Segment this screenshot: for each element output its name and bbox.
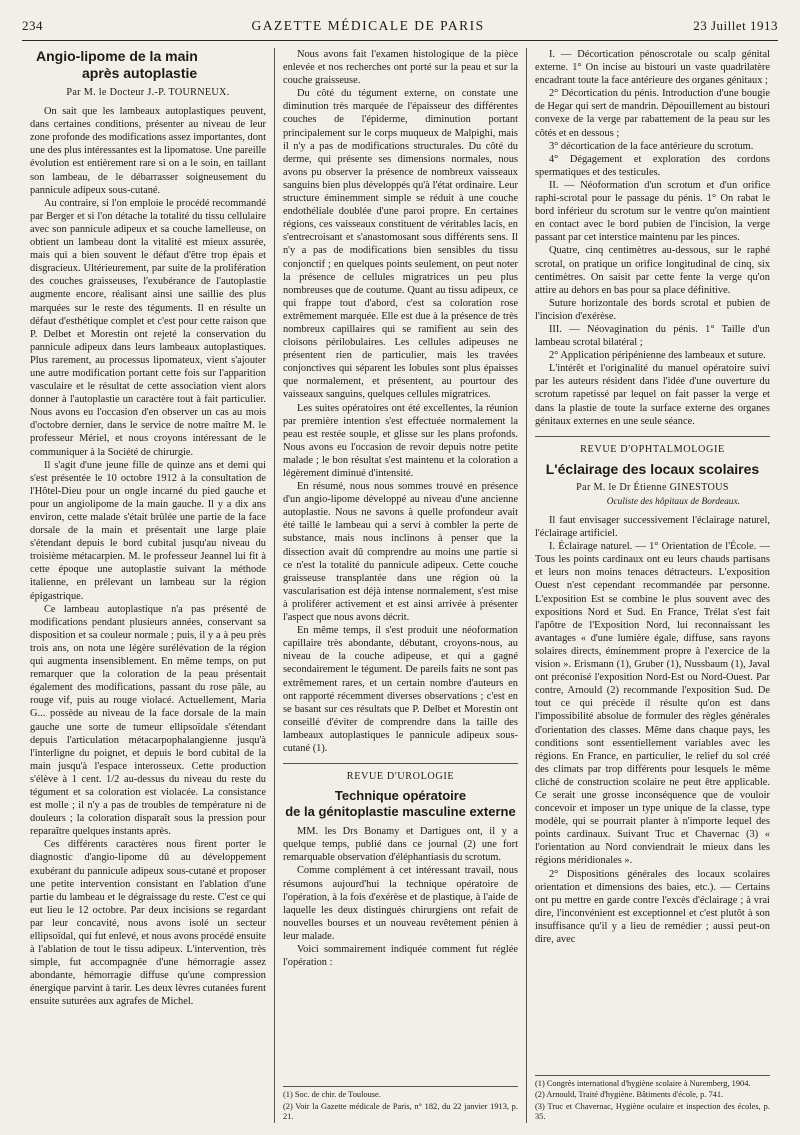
paragraph: 2° Décortication du pénis. Introduction d'une bougie de Hegar qui sert de mandrin. Dépouillement au bistouri convexe de la verge par rabattement de la peau sur les côtés et en dessous ;: [534, 88, 770, 139]
article-author: Par M. le Dr Étienne GINESTOUS: [576, 481, 729, 493]
paragraph: Il s'agit d'une jeune fille de quinze ans et demi qui s'est présentée le 10 octobre 1912 à la consultation de l'Hôtel-Dieu pour un ongle incarné du pied gauche et pour un angiolipome de la main gauche. Il y a dix ans environ, cette malade s'était brûlée une partie de la face dorsale de la main et présentait une large plaie s'étendant depuis le bord cubital jusqu'au niveau du troisième métacarpien. M. le professeur Jeannel lui fit à cette époque une autoplastie suivant la méthode italienne, en prélevant un lambeau sur la région épigastrique.: [30, 459, 266, 602]
paragraph: Les suites opératoires ont été excellentes, la réunion par première intention s'est effectuée normalement la peau est restée souple, et glisse sur les plans profonds. Nous avons eu l'occasion de revoir depuis notre petite malade ; le bon résultat s'est maintenu et la coloration a légèrement diminué d'intensité.: [282, 402, 518, 479]
article-title: L'éclairage des locaux scolaires: [545, 460, 760, 477]
paragraph: Il faut envisager successivement l'éclairage naturel, l'éclairage artificiel.: [534, 515, 770, 540]
paragraph: Suture horizontale des bords scrotal et pubien de l'incision d'exérèse.: [534, 297, 770, 322]
paragraph: MM. les Drs Bonamy et Dartigues ont, il y a quelque temps, publié dans ce journal (2) une fort remarquable observation d'éléphantiasis du scrotum.: [282, 826, 518, 864]
paragraph: I. — Décortication pénoscrotale ou scalp génital externe. 1° On incise au bistouri un vaste quadrilatère encadrant toute la face antérieure des organes génitaux ;: [534, 49, 770, 87]
footnotes: [283, 1086, 518, 1123]
columns: [22, 48, 778, 1123]
footnote: (2) Voir la Gazette médicale de Paris, n° 182, du 22 janvier 1913, p. 21.: [282, 1101, 518, 1121]
footnote: (3) Truc et Chavernac, Hygiène oculaire et inspection des écoles, p. 35.: [534, 1101, 770, 1121]
article-author: Par M. le Docteur J.-P. TOURNEUX.: [66, 87, 230, 98]
section-heading: REVUE D'OPHTALMOLOGIE: [535, 436, 770, 456]
column-3: [526, 48, 778, 1123]
column-2: [274, 48, 526, 1123]
paragraph: On sait que les lambeaux autoplastiques peuvent, dans certaines conditions, présenter au niveau de leur zone profonde des modifications assez importantes, dont une des plus intéressantes est la lipomatose. Une pareille évolution est entièrement rare si on a le soin, en taillant son lambeau, de le débarrasser soigneusement du pannicule adipeux sous-cutané.: [30, 106, 266, 196]
paragraph: Comme complément à cet intéressant travail, nous résumons aujourd'hui la technique opératoire de l'opération, à la fois d'exérèse et de plastique, à l'aide de laquelle les deux distingués chirurgiens ont refait de nouvelles bourses et un nouveau revêtement pénien à leur malade.: [282, 865, 518, 942]
paragraph: En résumé, nous nous sommes trouvé en présence d'un angio-lipome développé au niveau d'une ancienne autoplastie. Nous ne savons à quelle profondeur avait été taillé le lambeau qui a servi à combler la perte de substance, mais nous inclinons à penser que la dissection avait dû comprendre au moins une partie si ce n'est la totalité du pannicule adipeux. Cette couche graisseuse transplantée dans une région où la vascularisation est déjà intense normalement, s'est mise à proliférer activement et est ainsi arrivée à présenter l'aspect que nous avons décrit.: [282, 481, 518, 624]
paragraph: L'intérêt et l'originalité du manuel opératoire suivi par les auteurs résident dans l'idée d'une ouverture du scrotum rapetissé par lequel on fait passer la verge et dans la plastie de toute la surface externe des organes génitaux externes en une seule séance.: [534, 363, 770, 427]
paragraph: 3° décortication de la face antérieure du scrotum.: [548, 140, 754, 152]
section-heading: REVUE D'UROLOGIE: [283, 763, 518, 783]
page-number: 234: [22, 18, 43, 33]
article-title-line1: Technique opératoire: [334, 788, 467, 804]
journal-title: GAZETTE MÉDICALE DE PARIS: [251, 18, 485, 33]
article-title-line2: de la génitoplastie masculine externe: [285, 804, 516, 820]
paragraph: 4° Dégagement et exploration des cordons spermatiques et des testicules.: [534, 153, 770, 178]
paragraph: III. — Néovagination du pénis. 1° Taille d'un lambeau scrotal bilatéral ;: [534, 323, 770, 349]
footnote: (2) Arnould, Traité d'hygiène. Bâtiments d'école, p. 741.: [534, 1090, 724, 1100]
article-title-line1: Angio-lipome de la main: [36, 48, 198, 64]
author-title: Oculiste des hôpitaux de Bordeaux.: [606, 496, 740, 507]
article-title-line2: après autoplastie: [82, 65, 198, 81]
page-header: [22, 18, 778, 41]
paragraph: En même temps, il s'est produit une néoformation capillaire très abondante, débutant, croyons-nous, au niveau de la couche adipeuse, et qui a gagné secondairement le tégument. De pareils faits ne sont pas extrêmement rares, et un certain nombre d'auteurs en ont rapporté récemment diverses observations ; c'est en se basant sur ces résultats que P. Delbet et Morestin ont conseillé d'éviter de comprendre dans la taille des lambeaux autoplastiques le pannicule adipeux sous-cutané (1).: [282, 625, 518, 754]
issue-date: 23 Juillet 1913: [693, 18, 778, 33]
footnote: (1) Congrès international d'hygiène scolaire à Nuremberg, 1904.: [534, 1079, 751, 1089]
paragraph: 2° Dispositions générales des locaux scolaires orientation et dimensions des baies, etc.). — Certains ont pu mettre en garde contre l'excès d'éclairage ; à vrai dire, l'inconvénient est exceptionnel et c'est plutôt à son insuffisance qu'il y a lieu de remédier ; aussi peut-on dire, avec: [534, 868, 770, 945]
paragraph: Ce lambeau autoplastique n'a pas présenté de modifications pendant plusieurs années, conservant sa disposition et sa couleur normale ; puis, il y a à peu près trois ans, on nota une légère surélévation de la région qui augmenta insensiblement. En même temps, on put remarquer que la coloration de la peau présentait également des modifications, passant du rose pâle, au rouge vif, puis au rouge violacé. Actuellement, Maria G... possède au niveau de la face dorsale de la main gauche une sorte de tumeur ellipsoïdale s'étendant depuis l'articulation métacarpophalangienne jusqu'à l'interligne du poignet, et depuis le bord cubital de la main jusqu'à l'espace interosseux. Cette production s'élève à 1 cent. 1/2 au-dessus du niveau du reste du tégument et sa coloration est violacée. La consistance est molle ; il n'y a pas de troubles de température ni de douleurs ; la coloration disparaît sous la pression pour reparaître quelques instants après.: [30, 603, 266, 838]
column-1: [22, 48, 274, 1123]
paragraph: Quatre, cinq centimètres au-dessous, sur le raphé scrotal, on pratique un orifice longitudinal de cinq, six centimètres. On saisit par cette fente la verge qu'on attire au dehors en bas pour sa place définitive.: [534, 245, 770, 296]
paragraph: Du côté du tégument externe, on constate une diminution très marquée de l'épaisseur des différentes couches de l'épiderme, diminution portant principalement sur le corps muqueux de Malpighi, mais il n'y a pas de modifications structurales. Du côté du derme, qui présente ses dimensions normales, nous avons pu observer la présence de nombreux vaisseaux sanguins bien plus développés qu'à l'état ordinaire. Leur structure éminemment simple se réduit à une couche endothéliale doublée d'une paroi propre. En certaines régions, ces vaisseaux constituent de véritables lacis, en s'entrecroisant et s'anastomosant sous différents sens. Il n'y a pas de modifications bien sensibles du tissu conjonctif ; en quelques points seulement, on peut noter la présence de cellules migratrices un peu plus nombreuses que de coutume. Quant au tissu adipeux, ce qui frappe tout d'abord, c'est sa coloration rose extrêmement marquée. Elle est due à la présence de très nombreux capillaires qui se ramifient au sein des cloisons périlobulaires. Les cellules adipeuses ne présentent rien de particulier, mais les travées conjonctives qui séparent les lobules sont plus épaisses que normalement, et présentent, au pourtour des vaisseaux sanguins, quelques cellules migratrices.: [282, 88, 518, 401]
footnote: (1) Soc. de chir. de Toulouse.: [282, 1090, 381, 1100]
paragraph: 2° Application péripénienne des lambeaux et suture.: [548, 350, 766, 362]
paragraph: II. — Néoformation d'un scrotum et d'un orifice raphi-scrotal pour le passage du pénis. 1° On rabat le bord inférieur du scrotum sur le ventre qu'on maintient en contact avec le bord pubien de l'incision, la verge passant par cet interstice maintenu par les pinces.: [534, 179, 770, 244]
paragraph: Nous avons fait l'examen histologique de la pièce enlevée et nos recherches ont porté sur la peau et sur la couche graisseuse.: [282, 49, 518, 87]
paragraph: Ces différents caractères nous firent porter le diagnostic d'angio-lipome dû au développement exubérant du pannicule adipeux sous-cutané et proposer une petite intervention consistant en l'ablation d'une partie du lambeau et le dégraissage du reste. C'est ce qui eut lieu le 12 octobre. Par deux incisions se regardant par leur concavité, nous avons isolé un secteur ellipsoïdal, qui fut enlevé, et nous avons procédé ensuite à l'ablation de tout le tissu adipeux. L'intervention, très simple, fut accompagnée d'une hémorragie assez abondante, hémorragie diffuse qu'une compression énergique parvint à tarir. Les deux lèvres cutanées furent ensuite suturées aux agrafes de Michel.: [30, 839, 266, 1008]
paragraph: Voici sommairement indiquée comment fut réglée l'opération :: [282, 944, 518, 969]
footnotes: [535, 1075, 770, 1123]
paragraph: Au contraire, si l'on emploie le procédé recommandé par Berger et si l'on détache la totalité du tissu cellulaire avec son pannicule adipeux et sa couche lamelleuse, on obtient un lambeau dont la vitalité est mieux assurée, mais qui a bien souvent le défaut d'être trop épais et disgracieux. Ultérieurement, par suite de la prolifération des couches graisseuses, l'exubérance de l'autoplastie augmente encore, réalisant ainsi une saillie des plus marquées sur le reste des téguments. Il en résulte un défaut d'esthétique complet et c'est pour cette raison que P. Delbet et Morestin ont rejeté la conservation du pannicule adipeux dans leurs lambeaux autoplastiques. Plus rarement, au processus lipomateux, vient s'ajouter une autre modification portant cette fois sur l'apparition vasculaire et le résultat de cette association vient alors donner à l'autoplastie un caractère tout à fait particulier. Nous avons eu l'occasion d'en observer un cas au mois d'octobre dernier, dans le service de notre maître M. le professeur Mériel, et nous croyons intéressant de le communiquer à la Société de chirurgie.: [30, 197, 266, 458]
paragraph: I. Éclairage naturel. — 1° Orientation de l'École. — Tous les points cardinaux ont eu leurs chauds partisans et leurs non moins tenaces détracteurs. L'exposition Ouest n'est cependant recommandée par personne. L'exposition Est se combine le plus souvent avec des expositions Nord et Sud. En France, Trélat s'est fait l'apôtre de l'Exposition Nord, lui reconnaissant les avantages « d'une lumière égale, diffuse, sans rayons solaires directs, éminemment propre à l'exercice de la vision ». Erismann (1), Gruber (1), Nussbaum (1), Javal ont préconisé l'exposition Nord-Est ou Nord-Ouest. Par contre, Arnould (2) recommande l'exposition Sud. De tout ce qui précède il résulte qu'on est dans l'impossibilité absolue de formuler des règles générales d'orientation des classes. Même dans chaque pays, les conditions sont essentiellement variables avec les régions. En France, en particulier, le relief du sol créé des climats par trop différents pour lesquels le même cliché de construction scolaire ne peut être applicable. Ce serait une grosse inconséquence que de vouloir concevoir et imposer un type unique de la classe, type modèle, qui se pourrait planter à n'importe lequel des points cardinaux. Suivant Truc et Chavernac (3) « l'orientation au Nord conviendrait le mieux dans les régions méridionales ».: [534, 541, 770, 867]
